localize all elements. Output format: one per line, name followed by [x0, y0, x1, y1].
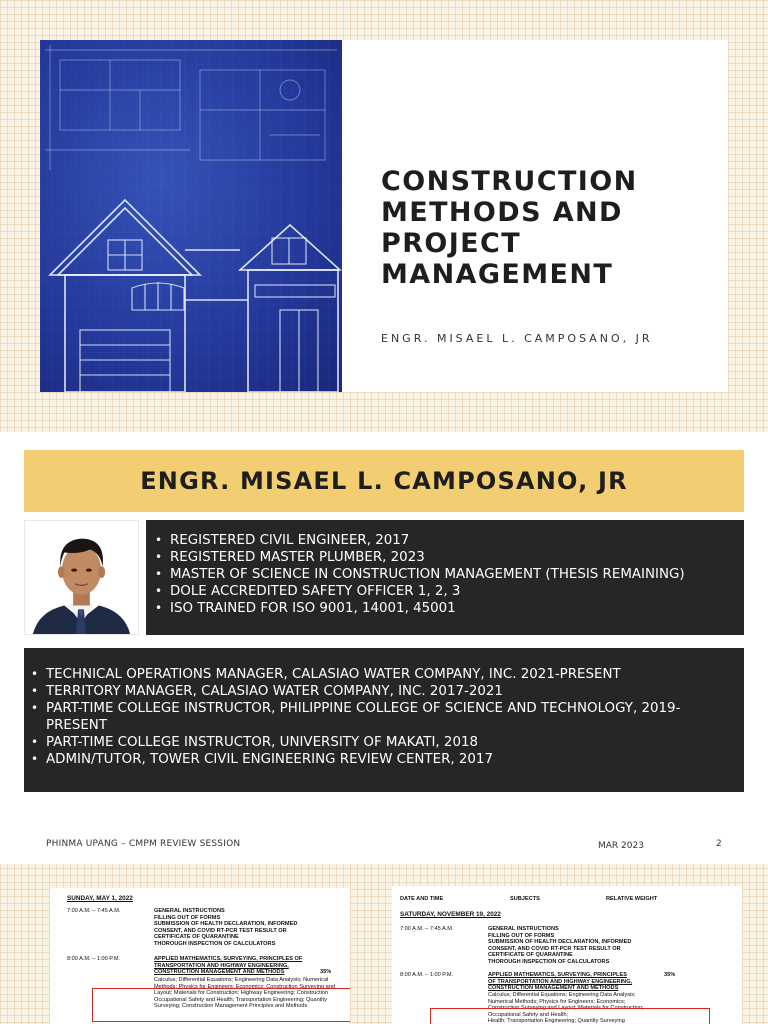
relative-weight: 35% — [664, 972, 676, 978]
row-line: CONSENT, AND COVID RT-PCR TEST RESULT OR — [154, 927, 287, 934]
row-line: GENERAL INSTRUCTIONS — [154, 908, 225, 914]
row-line: APPLIED MATHEMATICS, SURVEYING, PRINCIPLES — [488, 972, 627, 978]
row-line: Calculus; Differential Equations; Engineering Data Analysis; Numerical — [154, 977, 329, 983]
list-item: • REGISTERED CIVIL ENGINEER, 2017 — [154, 532, 734, 549]
time-slot: 8:00 A.M. – 1:00 P.M. — [400, 972, 454, 978]
presentation-title — [381, 166, 711, 290]
row-line: TRANSPORTATION AND HIGHWAY ENGINEERING, — [154, 962, 289, 969]
schedule-document-may — [50, 888, 350, 1024]
time-slot: 7:00 A.M. – 7:45 A.M. — [67, 908, 121, 914]
row-line: GENERAL INSTRUCTIONS — [488, 926, 559, 932]
list-item: • MASTER OF SCIENCE IN CONSTRUCTION MANAGEMENT (THESIS REMAINING) — [154, 566, 734, 583]
row-line: Occupational Safety and Health; — [488, 1011, 569, 1018]
row-line: CONSENT, AND COVID RT-PCR TEST RESULT OR — [488, 945, 621, 952]
relative-weight: 35% — [320, 969, 332, 975]
footer-session-label: PHINMA UPANG – CMPM REVIEW SESSION — [46, 839, 241, 849]
list-item: • REGISTERED MASTER PLUMBER, 2023 — [154, 549, 734, 566]
page-number: 2 — [716, 839, 722, 849]
column-header: SUBJECTS — [510, 896, 540, 902]
row-line: THOROUGH INSPECTION OF CALCULATORS — [154, 940, 276, 947]
schedule-date-header: SATURDAY, NOVEMBER 19, 2022 — [400, 911, 501, 918]
row-line: Health; Transportation Engineering; Quantity Surveying — [488, 1018, 625, 1024]
row-line: CONSTRUCTION MANAGEMENT AND METHODS — [154, 969, 285, 976]
schedule-date-header: SUNDAY, MAY 1, 2022 — [67, 895, 133, 902]
row-line: SUBMISSION OF HEALTH DECLARATION, INFORMED — [154, 921, 298, 928]
banner-title: ENGR. MISAEL L. CAMPOSANO, JR — [140, 467, 628, 495]
time-slot: 7:00 A.M. – 7:45 A.M. — [400, 926, 454, 932]
exam-schedule-slide — [0, 882, 768, 1024]
name-banner — [24, 450, 744, 512]
row-line: CERTIFICATE OF QUARANTINE — [488, 952, 573, 959]
row-line: Methods; Physics for Engineers; Economics; Construction Surveying and — [154, 983, 335, 990]
list-item: • ADMIN/TUTOR, TOWER CIVIL ENGINEERING REVIEW CENTER, 2017 — [30, 751, 730, 768]
list-item: • DOLE ACCREDITED SAFETY OFFICER 1, 2, 3 — [154, 583, 734, 600]
title-line: PROJECT — [381, 228, 522, 259]
row-line: Calculus; Differential Equations; Engineering Data Analysis; — [488, 992, 636, 998]
time-slot: 8:00 A.M. – 1:00 P.M. — [67, 956, 121, 962]
row-line: CONSTRUCTION MANAGEMENT AND METHODS — [488, 985, 619, 992]
list-item: • PART-TIME COLLEGE INSTRUCTOR, UNIVERSITY OF MAKATI, 2018 — [30, 734, 730, 751]
list-item: • PART-TIME COLLEGE INSTRUCTOR, PHILIPPINE COLLEGE OF SCIENCE AND TECHNOLOGY, 2019-PRESENT — [30, 700, 730, 734]
experience-box — [24, 648, 744, 792]
title-slide — [40, 40, 728, 392]
schedule-document-november — [392, 886, 742, 1024]
column-header: RELATIVE WEIGHT — [606, 896, 658, 902]
list-item: • TERRITORY MANAGER, CALASIAO WATER COMPANY, INC. 2017-2021 — [30, 683, 730, 700]
experience-list — [30, 666, 730, 768]
highlight-box — [92, 988, 350, 1022]
credentials-list — [154, 532, 734, 617]
row-line: FILLING OUT OF FORMS — [488, 932, 555, 939]
list-item: • ISO TRAINED FOR ISO 9001, 14001, 45001 — [154, 600, 734, 617]
row-line: Layout; Materials for Construction; Highway Engineering; Construction — [154, 990, 329, 997]
row-line: THOROUGH INSPECTION OF CALCULATORS — [488, 958, 610, 965]
row-line: Construction Surveying and Layout; Materials for Construction; — [488, 1005, 644, 1012]
profile-slide — [0, 432, 768, 864]
row-line: SUBMISSION OF HEALTH DECLARATION, INFORMED — [488, 939, 632, 946]
title-line: MANAGEMENT — [381, 259, 614, 290]
row-line: Numerical Methods; Physics for Engineers; Economics; — [488, 998, 626, 1005]
column-header: DATE AND TIME — [400, 896, 444, 902]
subject-heading — [154, 956, 302, 976]
row-line: CERTIFICATE OF QUARANTINE — [154, 934, 239, 941]
footer-date: MAR 2023 — [598, 841, 644, 851]
blueprint-house-image — [40, 40, 342, 392]
schedule-row-general — [488, 926, 631, 966]
row-line: FILLING OUT OF FORMS — [154, 914, 221, 921]
subject-heading — [488, 972, 632, 992]
title-line: CONSTRUCTION — [381, 166, 638, 197]
credentials-box — [146, 520, 744, 635]
highlight-box — [430, 1008, 710, 1024]
row-line: Surveying; Construction Management Principles and Methods — [154, 1003, 308, 1010]
profile-photo — [24, 520, 139, 635]
presenter-name: ENGR. MISAEL L. CAMPOSANO, JR — [381, 332, 653, 345]
title-line: METHODS AND — [381, 197, 623, 228]
row-line: OF TRANSPORTATION AND HIGHWAY ENGINEERING, — [488, 978, 633, 985]
list-item: • TECHNICAL OPERATIONS MANAGER, CALASIAO WATER COMPANY, INC. 2021-PRESENT — [30, 666, 730, 683]
row-line: Occupational Safety and Health; Transportation Engineering; Quantity — [154, 996, 327, 1003]
row-line: APPLIED MATHEMATICS, SURVEYING, PRINCIPLES OF — [154, 956, 303, 962]
schedule-row-general — [154, 908, 297, 948]
